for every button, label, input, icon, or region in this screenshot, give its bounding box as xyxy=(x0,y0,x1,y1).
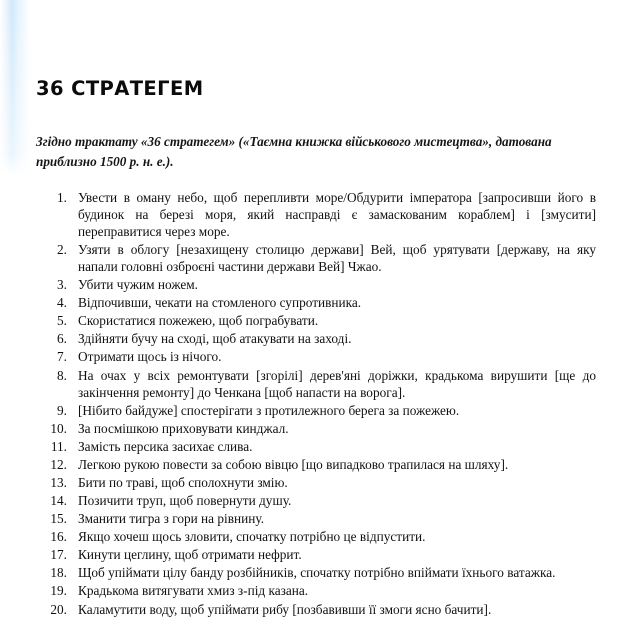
list-item: За посмішкою приховувати кинджал. xyxy=(78,420,289,436)
page-title: 36 СТРАТЕГЕМ xyxy=(36,77,204,100)
list-item: Увести в оману небо, щоб перепливти море/Обдурити імператора [запросивши його в будинок на березі моря, який насправді є замаскованим кораблем] і [змусити] переправитися через море. xyxy=(78,189,596,239)
list-item: На очах у всіх ремонтувати [згорілі] дерев'яні доріжки, крадькома вирушити [ще до закінчення ремонту] до Ченкана [щоб напасти на ворога]. xyxy=(78,367,596,400)
list-item: Отримати щось із нічого. xyxy=(78,349,222,365)
list-item: Замість персика засихає слива. xyxy=(78,438,253,454)
strategem-list xyxy=(36,171,598,618)
list-item: Кинути цеглину, щоб отримати нефрит. xyxy=(78,547,302,563)
list-item: Щоб упіймати цілу банду розбійників, спочатку потрібно впіймати їхнього ватажка. xyxy=(78,565,556,581)
list-item: Якщо хочеш щось зловити, спочатку потрібно це відпустити. xyxy=(78,529,426,545)
list-item: Каламутити воду, щоб упіймати рибу [позбавивши її змоги ясно бачити]. xyxy=(78,601,492,617)
list-item: [Нібито байдуже] спостерігати з протилежного берега за пожежею. xyxy=(78,402,460,418)
list-item: Бити по траві, щоб сполохнути змію. xyxy=(78,474,288,490)
list-item: Узяти в облогу [незахищену столицю держави] Вей, щоб урятувати [державу, на яку напали головні озброєні частини держави Вей] Чжао. xyxy=(78,241,596,275)
intro-paragraph: Згідно трактату «36 стратегем» («Таємна книжка військового мистецтва», датована приблизно 1500 р. н. е.). xyxy=(36,134,552,169)
list-item: Скористатися пожежею, щоб пограбувати. xyxy=(78,313,319,329)
list-item: Крадькома витягувати хмиз з-під казана. xyxy=(78,583,309,599)
list-item: Відпочивши, чекати на стомленого супротивника. xyxy=(78,295,362,311)
list-item: Зманити тигра з гори на рівнину. xyxy=(78,511,265,527)
list-item: Здійняти бучу на сході, щоб атакувати на заході. xyxy=(78,331,352,347)
list-item: Легкою рукою повести за собою вівцю [що випадково трапилася на шляху]. xyxy=(78,456,509,472)
list-item: Убити чужим ножем. xyxy=(78,277,198,293)
list-item: Позичити труп, щоб повернути душу. xyxy=(78,493,292,509)
